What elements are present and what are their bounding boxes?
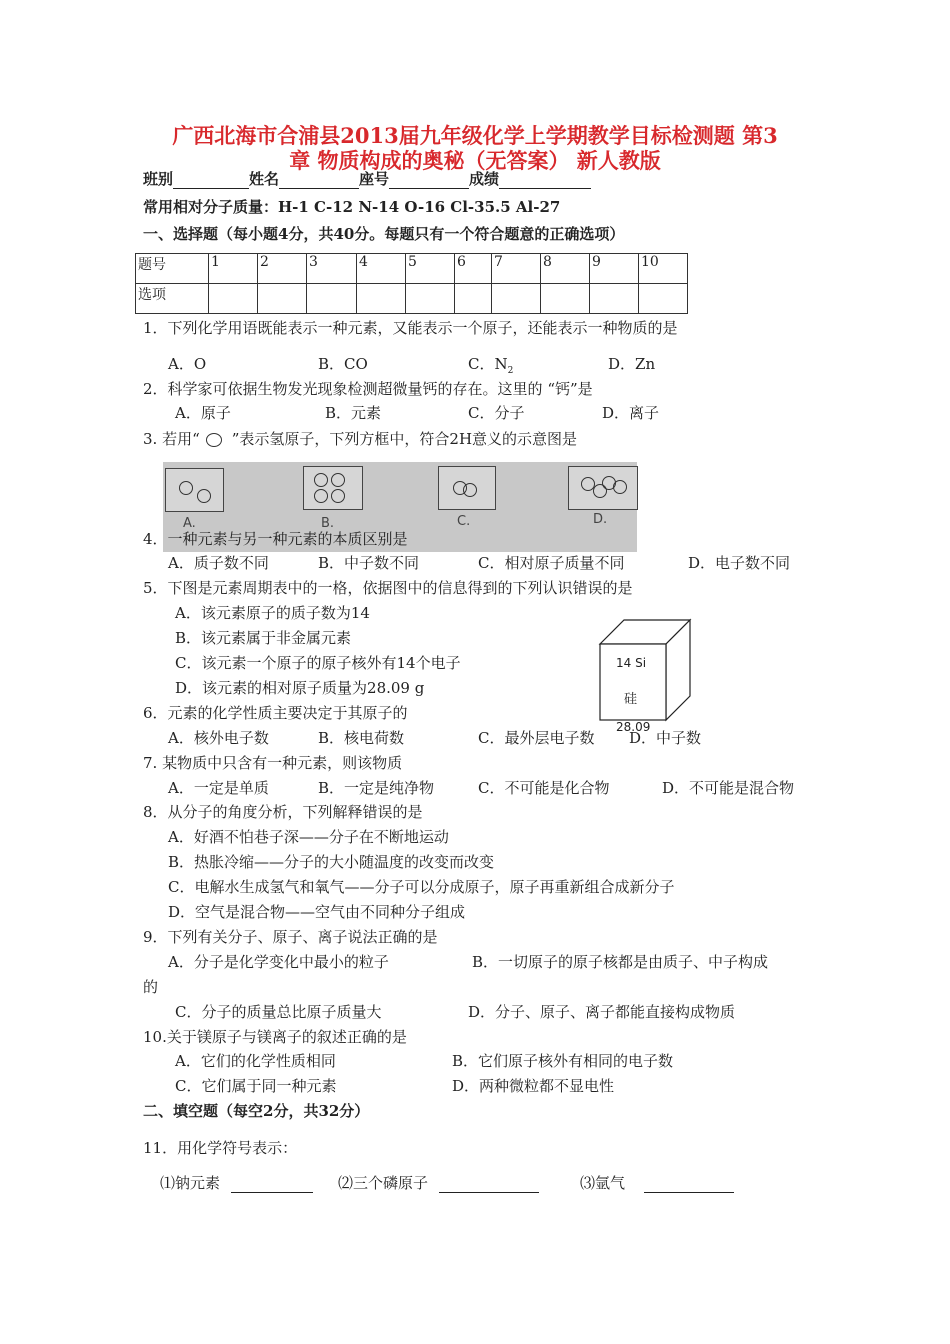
option-d-box	[568, 466, 638, 510]
question-number: 5	[406, 254, 455, 284]
q11-part-3-label: ⑶氩气	[580, 1174, 626, 1192]
q3-stem-end: ”表示氢原子，下列方框中，符合2H意义的示意图是	[231, 430, 578, 448]
q11-part-1	[160, 1173, 313, 1193]
q4-stem: 4．一种元素与另一种元素的本质区别是	[143, 530, 408, 548]
seat-blank[interactable]	[389, 172, 469, 189]
q10-option-c: C．它们属于同一种元素	[175, 1077, 337, 1095]
answer-cell[interactable]	[590, 284, 639, 314]
q10-option-a: A．它们的化学性质相同	[175, 1052, 336, 1070]
q2-option-a: A．原子	[175, 404, 231, 422]
hydrogen-atom-icon	[314, 489, 328, 503]
option-c-label: C.	[457, 514, 471, 529]
answer-cell[interactable]	[258, 284, 307, 314]
q10-stem: 10.关于镁原子与镁离子的叙述正确的是	[143, 1028, 407, 1046]
question-number-header: 题号	[136, 254, 209, 284]
hydrogen-atom-icon	[613, 480, 627, 494]
section-2-heading: 二、填空题（每空2分，共32分）	[143, 1102, 370, 1120]
q3-stem	[143, 429, 577, 449]
question-number: 9	[590, 254, 639, 284]
q11-stem: 11．用化学符号表示：	[143, 1139, 298, 1157]
sodium-element-blank[interactable]	[231, 1176, 313, 1193]
option-c-box	[438, 466, 496, 510]
argon-gas-blank[interactable]	[644, 1176, 734, 1193]
q2-stem: 2．科学家可依据生物发光现象检测超微量钙的存在。这里的 “钙”是	[143, 380, 593, 398]
q1-option-d: D．Zn	[608, 355, 656, 373]
option-a-box	[165, 468, 224, 512]
three-phosphorus-blank[interactable]	[439, 1176, 539, 1193]
element-number-symbol: 14 Si	[616, 656, 647, 670]
q9-option-b: B．一切原子的原子核都是由质子、中子构成	[472, 953, 769, 971]
q2-option-c: C．分子	[468, 404, 525, 422]
q6-option-b: B．核电荷数	[318, 729, 405, 747]
question-number: 8	[541, 254, 590, 284]
q7-option-c: C．不可能是化合物	[478, 779, 610, 797]
answer-cell[interactable]	[455, 284, 492, 314]
atomic-masses: 常用相对分子质量：H-1 C-12 N-14 O-16 Cl-35.5 Al-27	[143, 198, 561, 216]
q4-option-a: A．质子数不同	[168, 554, 269, 572]
q10-option-d: D．两种微粒都不显电性	[452, 1077, 615, 1095]
q8-option-a: A．好酒不怕巷子深——分子在不断地运动	[168, 828, 449, 846]
q6-option-c: C．最外层电子数	[478, 729, 595, 747]
q9-option-a: A．分子是化学变化中最小的粒子	[168, 953, 389, 971]
student-info-row	[143, 169, 591, 189]
q7-option-a: A．一定是单质	[168, 779, 269, 797]
q7-option-b: B．一定是纯净物	[318, 779, 435, 797]
q8-stem: 8．从分子的角度分析，下列解释错误的是	[143, 803, 423, 821]
q11-part-2-label: ⑵三个磷原子	[338, 1174, 429, 1192]
q1-stem: 1．下列化学用语既能表示一种元素，又能表示一个原子，还能表示一种物质的是	[143, 319, 678, 337]
hydrogen-atom-icon	[197, 489, 211, 503]
q5-option-c: C．该元素一个原子的原子核外有14个电子	[175, 654, 461, 672]
question-number: 1	[209, 254, 258, 284]
score-label: 成绩	[469, 170, 500, 188]
q7-option-d: D．不可能是混合物	[662, 779, 795, 797]
name-label: 姓名	[249, 170, 280, 188]
option-a-label: A.	[183, 516, 196, 531]
name-blank[interactable]	[279, 172, 359, 189]
q8-option-b: B．热胀冷缩——分子的大小随温度的改变而改变	[168, 853, 495, 871]
title-line-1: 广西北海市合浦县2013届九年级化学上学期教学目标检测题 第3	[172, 123, 778, 148]
document-title	[140, 123, 810, 173]
section-1-heading: 一、选择题（每小题4分，共40分。每题只有一个符合题意的正确选项）	[143, 225, 625, 243]
question-number: 3	[307, 254, 357, 284]
answer-table	[135, 253, 688, 314]
answer-cell[interactable]	[357, 284, 406, 314]
q5-stem: 5．下图是元素周期表中的一格，依据图中的信息得到的下列认识错误的是	[143, 579, 633, 597]
q11-part-2	[338, 1173, 539, 1193]
q8-option-c: C．电解水生成氢气和氧气——分子可以分成原子，原子再重新组合成新分子	[168, 878, 675, 896]
q4-option-d: D．电子数不同	[688, 554, 791, 572]
element-name: 硅	[624, 692, 638, 707]
q4-option-c: C．相对原子质量不同	[478, 554, 625, 572]
hydrogen-atom-icon	[331, 473, 345, 487]
answer-cell[interactable]	[492, 284, 541, 314]
q2-option-b: B．元素	[325, 404, 382, 422]
answer-table-number-row	[136, 254, 688, 284]
class-label: 班别	[143, 170, 174, 188]
q5-option-b: B．该元素属于非金属元素	[175, 629, 352, 647]
question-number: 6	[455, 254, 492, 284]
q6-stem: 6．元素的化学性质主要决定于其原子的	[143, 704, 408, 722]
q6-option-a: A．核外电子数	[168, 729, 269, 747]
hydrogen-atom-icon	[331, 489, 345, 503]
answer-cell[interactable]	[307, 284, 357, 314]
q1-option-b: B．CO	[318, 355, 368, 373]
q9-option-b-continued: 的	[143, 978, 159, 996]
question-number: 10	[639, 254, 688, 284]
q9-stem: 9．下列有关分子、原子、离子说法正确的是	[143, 928, 438, 946]
q9-option-d: D．分子、原子、离子都能直接构成物质	[468, 1003, 736, 1021]
q4-option-b: B．中子数不同	[318, 554, 420, 572]
option-b-label: B.	[321, 516, 335, 531]
class-blank[interactable]	[173, 172, 249, 189]
q5-option-a: A．该元素原子的质子数为14	[175, 604, 370, 622]
question-number: 2	[258, 254, 307, 284]
q1-option-c-subscript: 2	[507, 366, 514, 376]
answer-cell[interactable]	[406, 284, 455, 314]
hydrogen-atom-icon	[463, 483, 477, 497]
q3-stem-start: 3. 若用“	[143, 430, 200, 448]
option-b-box	[303, 466, 363, 510]
element-mass: 28.09	[616, 720, 651, 734]
title-line-2: 章 物质构成的奥秘（无答案） 新人教版	[289, 148, 661, 173]
q10-option-b: B．它们原子核外有相同的电子数	[452, 1052, 674, 1070]
answer-cell[interactable]	[209, 284, 258, 314]
q11-part-3	[580, 1173, 734, 1193]
option-d-label: D.	[593, 512, 608, 527]
periodic-table-cell	[598, 618, 694, 742]
answer-cell[interactable]	[541, 284, 590, 314]
q1-option-c	[468, 354, 513, 381]
q6-option-d: D．中子数	[629, 729, 702, 747]
score-blank[interactable]	[499, 172, 591, 189]
q8-option-d: D．空气是混合物——空气由不同种分子组成	[168, 903, 466, 921]
choice-header: 选项	[136, 284, 209, 314]
hydrogen-atom-icon	[179, 481, 193, 495]
q11-part-1-label: ⑴钠元素	[160, 1174, 221, 1192]
q5-option-d: D．该元素的相对原子质量为28.09 g	[175, 679, 425, 697]
q1-option-c-text: C．N	[468, 355, 508, 373]
question-number: 4	[357, 254, 406, 284]
q7-stem: 7. 某物质中只含有一种元素，则该物质	[143, 754, 403, 772]
q1-option-a: A．O	[168, 355, 207, 373]
hydrogen-atom-icon	[206, 433, 222, 447]
q9-option-c: C．分子的质量总比原子质量大	[175, 1003, 382, 1021]
answer-cell[interactable]	[639, 284, 688, 314]
seat-label: 座号	[359, 170, 390, 188]
hydrogen-atom-icon	[314, 473, 328, 487]
question-number: 7	[492, 254, 541, 284]
q2-option-d: D．离子	[602, 404, 660, 422]
answer-table-choice-row	[136, 284, 688, 314]
